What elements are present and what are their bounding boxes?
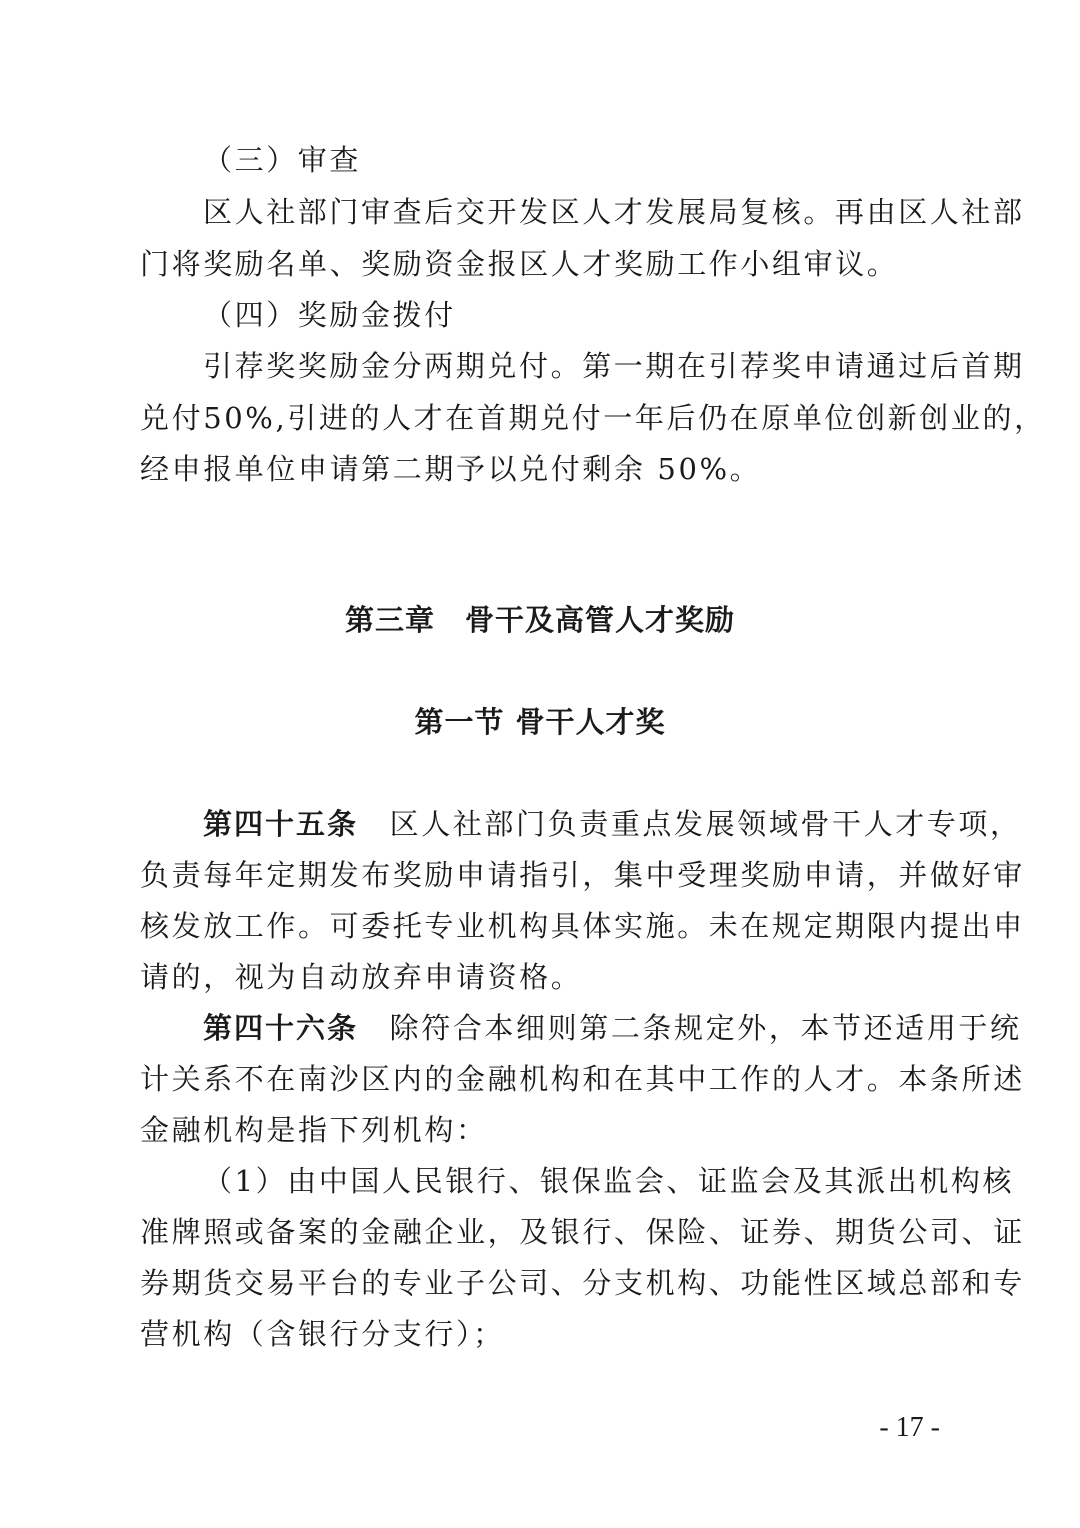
article-46-label: 第四十六条	[203, 1011, 359, 1045]
article-46-first-line-text: 除符合本细则第二条规定外，本节还适用于统	[389, 1011, 1022, 1045]
article-45-line-3: 核发放工作。可委托专业机构具体实施。未在规定期限内提出申	[140, 909, 1025, 943]
item-1-line-3: 券期货交易平台的专业子公司、分支机构、功能性区域总部和专	[140, 1266, 1025, 1300]
section-4-line-2: 兑付50%,引进的人才在首期兑付一年后仍在原单位创新创业的，	[140, 401, 1046, 435]
chapter-title: 第三章 骨干及高管人才奖励	[344, 603, 735, 637]
section-title: 第一节 骨干人才奖	[414, 705, 666, 739]
article-46-line-2: 计关系不在南沙区内的金融机构和在其中工作的人才。本条所述	[140, 1062, 1025, 1096]
section-3-line-1: 区人社部门审查后交开发区人才发展局复核。再由区人社部	[203, 195, 1025, 229]
item-1-line-4: 营机构（含银行分支行）；	[140, 1317, 505, 1351]
item-1-line-2: 准牌照或备案的金融企业，及银行、保险、证券、期货公司、证	[140, 1215, 1025, 1249]
article-46-first-line	[203, 1008, 1022, 1048]
article-46-line-3: 金融机构是指下列机构：	[140, 1113, 488, 1147]
section-3-heading: （三）审查	[203, 143, 362, 177]
section-4-line-1: 引荐奖奖励金分两期兑付。第一期在引荐奖申请通过后首期	[203, 349, 1025, 383]
article-45-first-line-text: 区人社部门负责重点发展领域骨干人才专项，	[389, 807, 1022, 841]
article-45-first-line	[203, 804, 1022, 844]
section-3-line-2: 门将奖励名单、奖励资金报区人才奖励工作小组审议。	[140, 247, 899, 281]
section-4-heading: （四）奖励金拨付	[203, 298, 456, 332]
section-4-line-3: 经申报单位申请第二期予以兑付剩余 50%。	[140, 452, 762, 486]
item-1-line-1: （1）由中国人民银行、银保监会、证监会及其派出机构核	[203, 1164, 1015, 1198]
article-45-line-4: 请的，视为自动放弃申请资格。	[140, 960, 583, 994]
article-45-label: 第四十五条	[203, 807, 359, 841]
page-number: - 17 -	[879, 1412, 940, 1443]
article-45-line-2: 负责每年定期发布奖励申请指引，集中受理奖励申请，并做好审	[140, 858, 1025, 892]
